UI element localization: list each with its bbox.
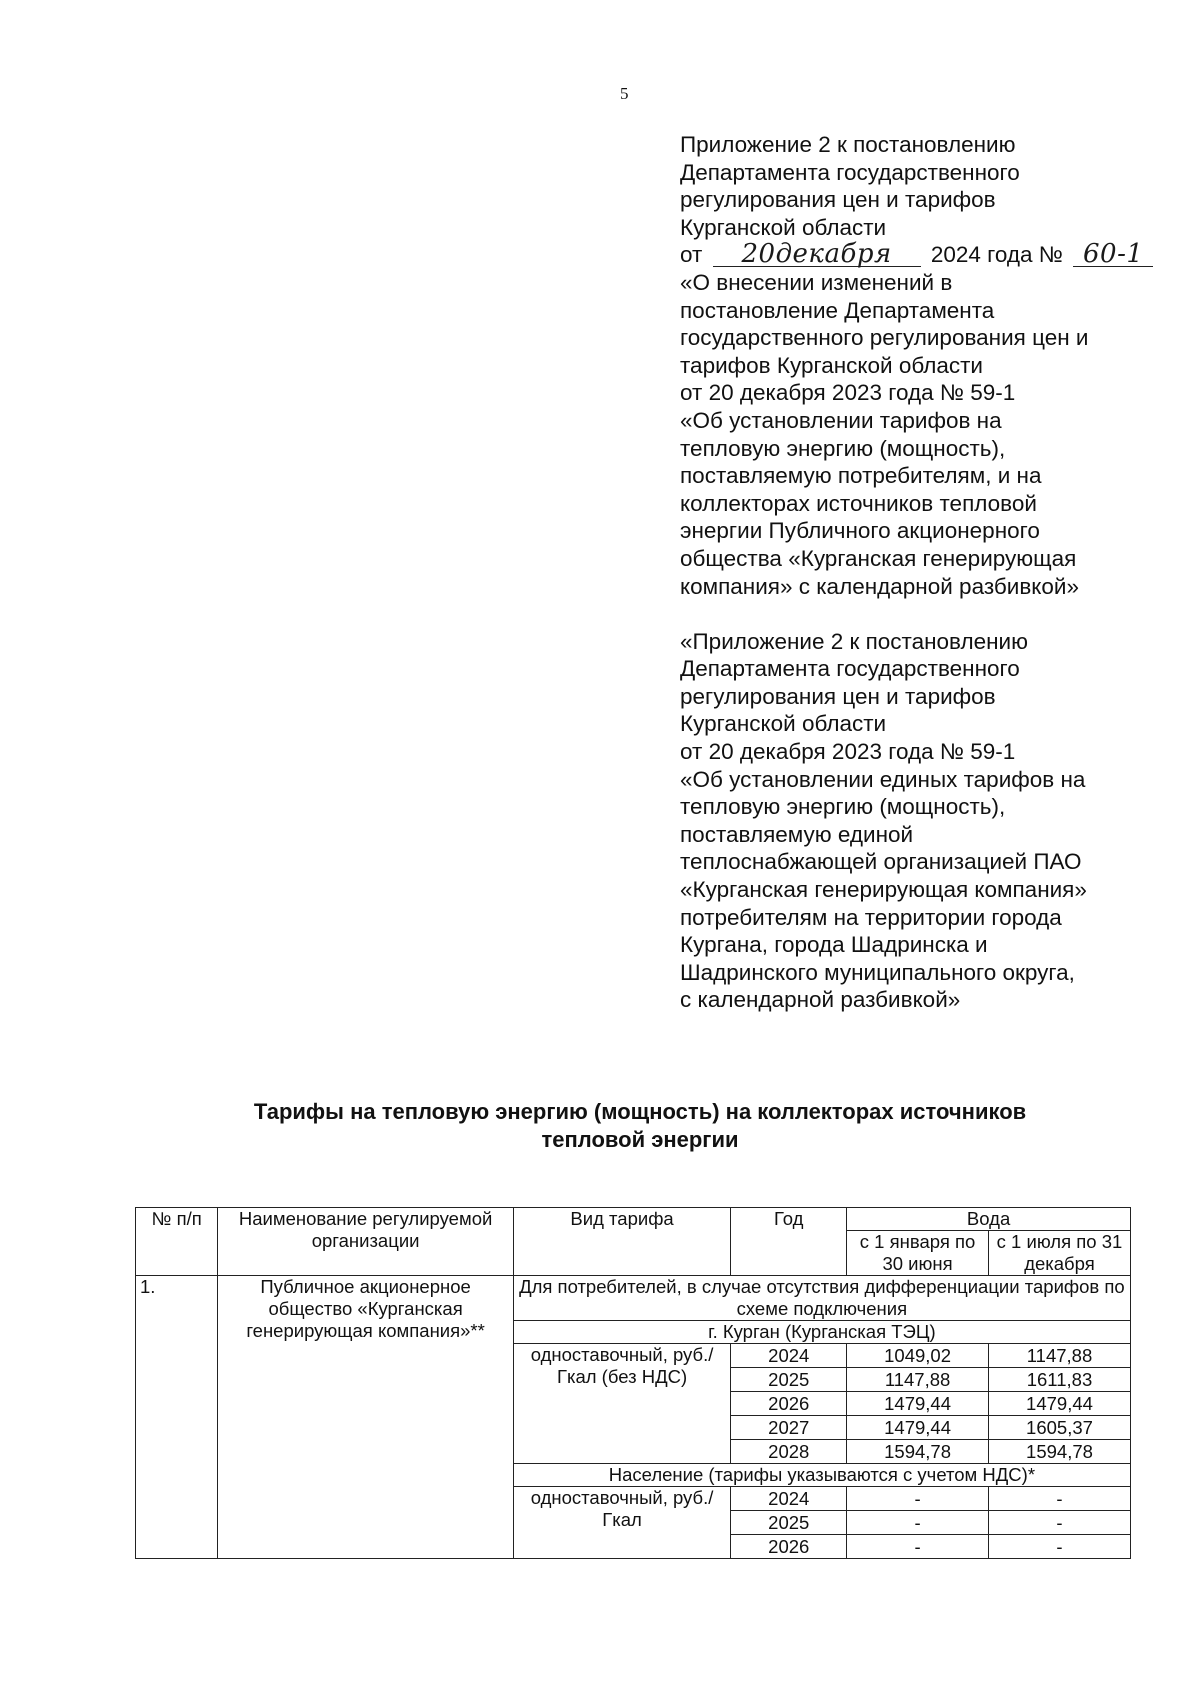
appendix-line: Приложение 2 к постановлению: [680, 132, 1016, 157]
header-water: Вода: [847, 1208, 1131, 1231]
value-cell: 1147,88: [847, 1368, 989, 1392]
value-cell: -: [988, 1511, 1130, 1535]
quoted-appendix-line: теплоснабжающей организацией ПАО: [680, 849, 1082, 875]
header-year: Год: [731, 1208, 847, 1276]
header-period-1: с 1 января по 30 июня: [847, 1231, 989, 1276]
date-prefix: от: [680, 242, 703, 268]
amendment-line: тарифов Курганской области: [680, 352, 983, 378]
year-cell: 2027: [731, 1416, 847, 1440]
organization-name: Публичное акционерное общество «Курганская генерирующая компания»**: [218, 1276, 513, 1559]
value-cell: 1049,02: [847, 1344, 989, 1368]
year-cell: 2028: [731, 1440, 847, 1464]
value-cell: -: [988, 1487, 1130, 1511]
quoted-appendix-line: Шадринского муниципального округа,: [680, 959, 1075, 985]
title-line: тепловой энергии: [541, 1127, 739, 1152]
handwritten-date: 20декабря: [713, 242, 921, 267]
year-cell: 2025: [731, 1511, 847, 1535]
tariff-type-cell: одноставочный, руб./Гкал (без НДС): [513, 1344, 731, 1464]
quoted-appendix-line: потребителям на территории города: [680, 904, 1062, 930]
value-cell: 1594,78: [988, 1440, 1130, 1464]
subsection-title: г. Курган (Курганская ТЭЦ): [513, 1321, 1130, 1344]
quoted-appendix-line: Кургана, города Шадринска и: [680, 932, 988, 958]
date-line: [680, 241, 1150, 269]
quoted-appendix-line: тепловую энергию (мощность),: [680, 794, 1006, 820]
amendment-line: тепловую энергию (мощность),: [680, 435, 1006, 461]
date-year-text: 2024 года №: [930, 242, 1063, 268]
tariff-type-cell: одноставочный, руб./Гкал: [513, 1487, 731, 1559]
value-cell: 1479,44: [988, 1392, 1130, 1416]
value-cell: 1594,78: [847, 1440, 989, 1464]
appendix-line: Департамента государственного: [680, 159, 1020, 185]
quoted-appendix-line: «Приложение 2 к постановлению: [680, 628, 1028, 654]
value-cell: 1147,88: [988, 1344, 1130, 1368]
quoted-appendix-line: поставляемую единой: [680, 821, 914, 847]
header-period-2: с 1 июля по 31 декабря: [988, 1231, 1130, 1276]
section-title: Для потребителей, в случае отсутствия дифференциации тарифов по схеме подключения: [513, 1276, 1130, 1321]
value-cell: 1611,83: [988, 1368, 1130, 1392]
quoted-appendix-line: от 20 декабря 2023 года № 59-1: [680, 739, 1016, 765]
amendment-line: компания» с календарной разбивкой»: [680, 573, 1079, 599]
amendment-line: общества «Курганская генерирующая: [680, 545, 1077, 571]
document-title: [130, 1098, 1150, 1154]
year-cell: 2024: [731, 1344, 847, 1368]
header-tariff-type: Вид тарифа: [513, 1208, 731, 1276]
appendix-line: регулирования цен и тарифов: [680, 187, 996, 213]
header-organization: Наименование регулируемой организации: [218, 1208, 513, 1276]
year-cell: 2024: [731, 1487, 847, 1511]
handwritten-number: 60-1: [1073, 242, 1153, 267]
tariff-table: [135, 1207, 1131, 1559]
year-cell: 2026: [731, 1392, 847, 1416]
amendment-line: «О внесении изменений в: [680, 269, 953, 295]
year-cell: 2026: [731, 1535, 847, 1559]
section-title: Население (тарифы указываются с учетом НДС)*: [513, 1464, 1130, 1487]
value-cell: -: [847, 1487, 989, 1511]
spacer: [680, 600, 1150, 628]
year-cell: 2025: [731, 1368, 847, 1392]
amendment-line: энергии Публичного акционерного: [680, 518, 1040, 544]
title-line: Тарифы на тепловую энергию (мощность) на коллекторах источников: [253, 1099, 1027, 1124]
quoted-appendix-line: «Об установлении единых тарифов на: [680, 766, 1086, 792]
value-cell: 1605,37: [988, 1416, 1130, 1440]
amendment-line: «Об установлении тарифов на: [680, 407, 1002, 433]
quoted-appendix-line: Курганской области: [680, 711, 887, 737]
value-cell: -: [988, 1535, 1130, 1559]
row-number: 1.: [136, 1276, 218, 1559]
value-cell: 1479,44: [847, 1392, 989, 1416]
amendment-line: государственного регулирования цен и: [680, 325, 1089, 351]
amendment-line: от 20 декабря 2023 года № 59-1: [680, 380, 1016, 406]
value-cell: -: [847, 1535, 989, 1559]
header-row: [136, 1208, 1131, 1231]
page-number: 5: [620, 84, 629, 103]
quoted-appendix-line: с календарной разбивкой»: [680, 987, 961, 1013]
amendment-line: поставляемую потребителям, и на: [680, 463, 1042, 489]
quoted-appendix-line: Департамента государственного: [680, 656, 1020, 682]
header-no: № п/п: [136, 1208, 218, 1276]
appendix-header: [680, 131, 1150, 1014]
section-row: [136, 1276, 1131, 1321]
appendix-line: Курганской области: [680, 214, 887, 240]
amendment-line: коллекторах источников тепловой: [680, 490, 1037, 516]
amendment-line: постановление Департамента: [680, 297, 995, 323]
quoted-appendix-line: регулирования цен и тарифов: [680, 683, 996, 709]
value-cell: 1479,44: [847, 1416, 989, 1440]
value-cell: -: [847, 1511, 989, 1535]
quoted-appendix-line: «Курганская генерирующая компания»: [680, 877, 1087, 903]
